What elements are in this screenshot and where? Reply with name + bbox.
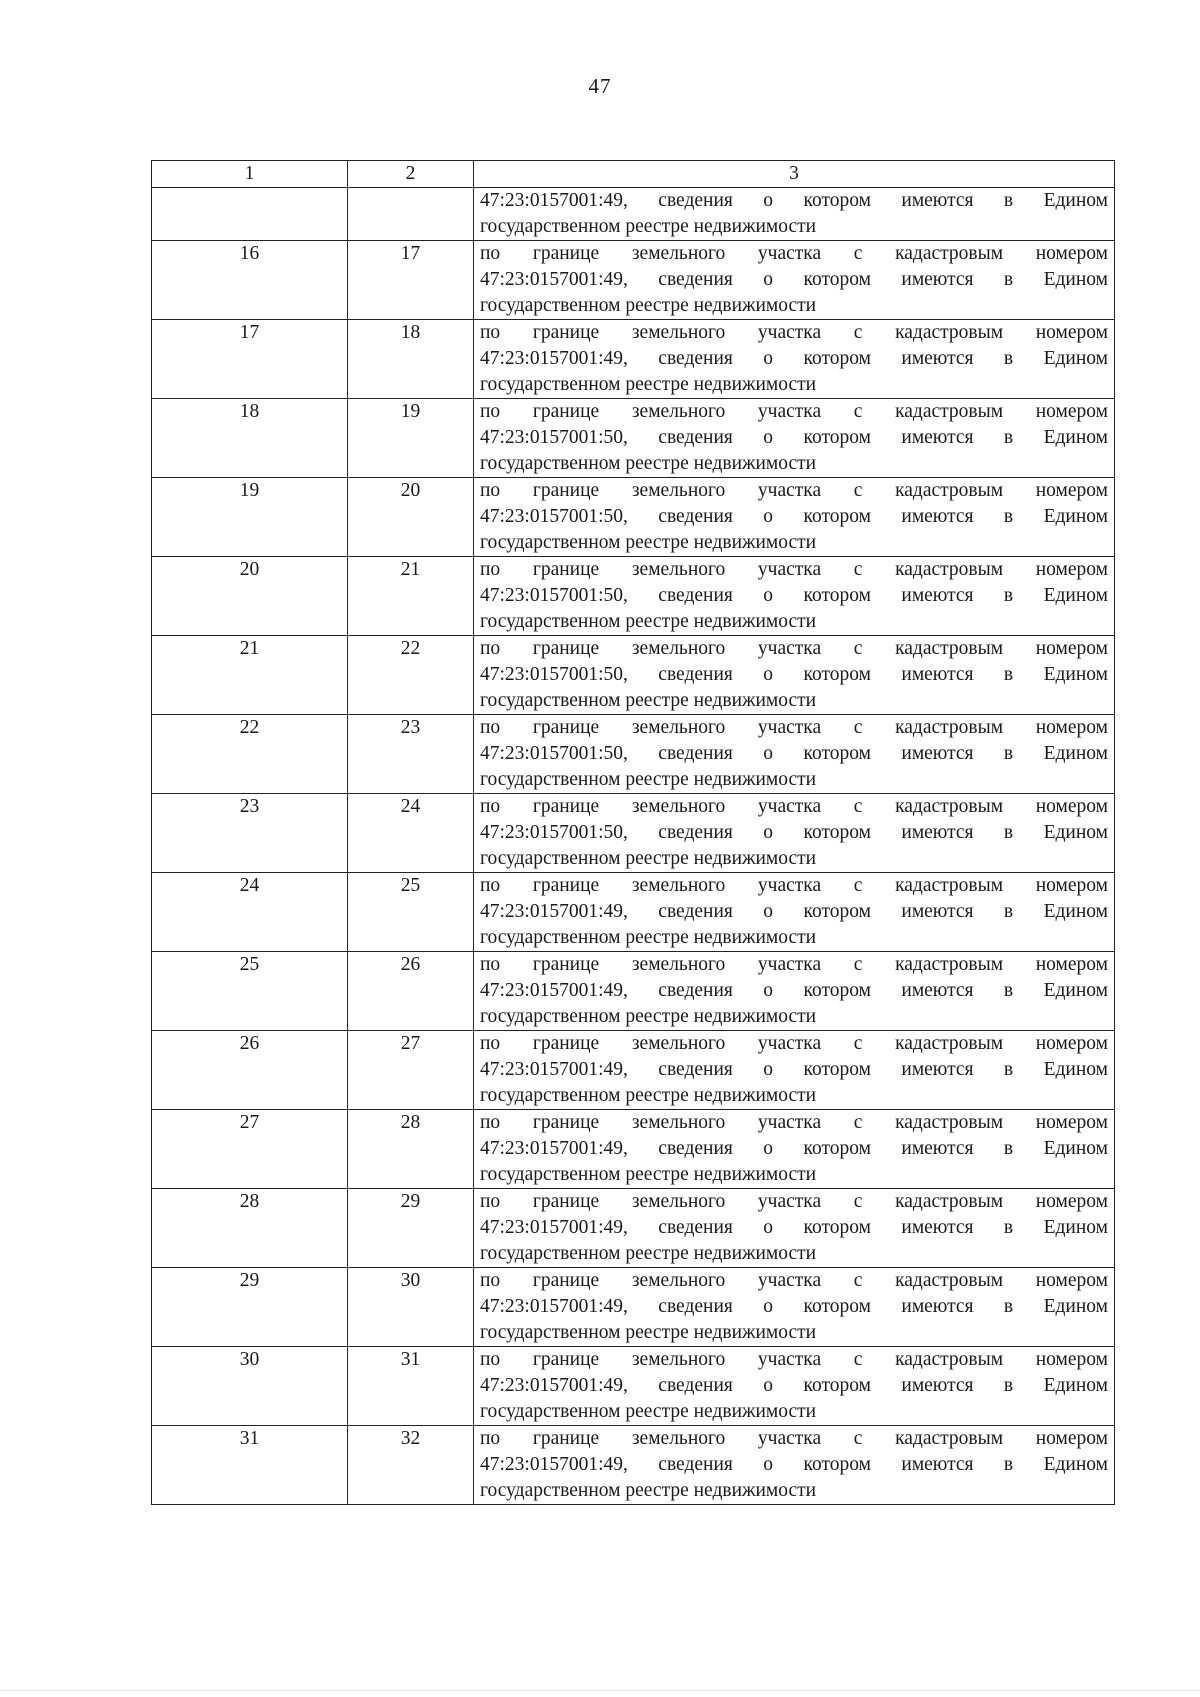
- description-line: государственном реестре недвижимости: [480, 532, 817, 553]
- description-line: по границе земельного участка с кадастровым номером: [480, 717, 1108, 738]
- point-to: [348, 188, 474, 241]
- boundary-description: [474, 794, 1115, 873]
- description-line: государственном реестре недвижимости: [480, 1006, 817, 1027]
- description-line: по границе земельного участка с кадастровым номером: [480, 796, 1108, 817]
- point-from: 25: [152, 952, 348, 1031]
- point-to: 24: [348, 794, 474, 873]
- description-line: государственном реестре недвижимости: [480, 769, 817, 790]
- point-to: 32: [348, 1426, 474, 1505]
- description-line: 47:23:0157001:50, сведения о котором имеются в Едином: [480, 822, 1108, 843]
- point-to: 20: [348, 478, 474, 557]
- table-row: [152, 1189, 1115, 1268]
- point-from: 30: [152, 1347, 348, 1426]
- table-row: [152, 636, 1115, 715]
- description-line: по границе земельного участка с кадастровым номером: [480, 638, 1108, 659]
- table-row: [152, 241, 1115, 320]
- description-line: по границе земельного участка с кадастровым номером: [480, 480, 1108, 501]
- point-to: 18: [348, 320, 474, 399]
- description-line: 47:23:0157001:50, сведения о котором имеются в Едином: [480, 585, 1108, 606]
- description-line: по границе земельного участка с кадастровым номером: [480, 954, 1108, 975]
- header-row: [152, 161, 1115, 188]
- description-line: по границе земельного участка с кадастровым номером: [480, 1428, 1108, 1449]
- description-line: по границе земельного участка с кадастровым номером: [480, 243, 1108, 264]
- boundary-description: [474, 478, 1115, 557]
- description-line: по границе земельного участка с кадастровым номером: [480, 1112, 1108, 1133]
- point-to: 27: [348, 1031, 474, 1110]
- table-row: [152, 1268, 1115, 1347]
- page-edge-divider: [0, 1690, 1200, 1691]
- description-line: государственном реестре недвижимости: [480, 927, 817, 948]
- description-line: 47:23:0157001:50, сведения о котором имеются в Едином: [480, 506, 1108, 527]
- point-to: 23: [348, 715, 474, 794]
- table-row: [152, 557, 1115, 636]
- description-line: 47:23:0157001:49, сведения о котором имеются в Едином: [480, 1375, 1108, 1396]
- point-to: 25: [348, 873, 474, 952]
- table-row: [152, 1426, 1115, 1505]
- description-line: 47:23:0157001:49, сведения о котором имеются в Едином: [480, 190, 1108, 211]
- description-line: 47:23:0157001:49, сведения о котором имеются в Едином: [480, 1217, 1108, 1238]
- description-line: по границе земельного участка с кадастровым номером: [480, 875, 1108, 896]
- point-to: 28: [348, 1110, 474, 1189]
- description-line: по границе земельного участка с кадастровым номером: [480, 401, 1108, 422]
- table-row-continuation: [152, 188, 1115, 241]
- description-line: 47:23:0157001:49, сведения о котором имеются в Едином: [480, 1059, 1108, 1080]
- table-row: [152, 1110, 1115, 1189]
- header-col-1: 1: [152, 161, 348, 188]
- boundary-description: [474, 1031, 1115, 1110]
- description-line: по границе земельного участка с кадастровым номером: [480, 1270, 1108, 1291]
- description-line: по границе земельного участка с кадастровым номером: [480, 322, 1108, 343]
- description-line: 47:23:0157001:49, сведения о котором имеются в Едином: [480, 980, 1108, 1001]
- description-line: 47:23:0157001:49, сведения о котором имеются в Едином: [480, 1454, 1108, 1475]
- boundary-description: [474, 715, 1115, 794]
- header-col-3: 3: [474, 161, 1115, 188]
- description-line: 47:23:0157001:50, сведения о котором имеются в Едином: [480, 743, 1108, 764]
- table-row: [152, 715, 1115, 794]
- point-from: 20: [152, 557, 348, 636]
- point-to: 17: [348, 241, 474, 320]
- description-line: государственном реестре недвижимости: [480, 1480, 817, 1501]
- boundary-description-table: [151, 160, 1115, 1505]
- point-from: [152, 188, 348, 241]
- table-row: [152, 794, 1115, 873]
- point-from: 17: [152, 320, 348, 399]
- description-line: государственном реестре недвижимости: [480, 611, 817, 632]
- table-row: [152, 952, 1115, 1031]
- description-line: 47:23:0157001:49, сведения о котором имеются в Едином: [480, 348, 1108, 369]
- point-to: 29: [348, 1189, 474, 1268]
- description-line: государственном реестре недвижимости: [480, 374, 817, 395]
- description-line: по границе земельного участка с кадастровым номером: [480, 1033, 1108, 1054]
- description-line: по границе земельного участка с кадастровым номером: [480, 1349, 1108, 1370]
- point-from: 29: [152, 1268, 348, 1347]
- boundary-description: [474, 188, 1115, 241]
- boundary-description: [474, 636, 1115, 715]
- table-row: [152, 1031, 1115, 1110]
- boundary-description: [474, 1347, 1115, 1426]
- description-line: 47:23:0157001:49, сведения о котором имеются в Едином: [480, 1138, 1108, 1159]
- boundary-description: [474, 952, 1115, 1031]
- table-header: [152, 161, 1115, 188]
- boundary-description: [474, 1426, 1115, 1505]
- description-line: государственном реестре недвижимости: [480, 1322, 817, 1343]
- description-line: государственном реестре недвижимости: [480, 848, 817, 869]
- point-from: 21: [152, 636, 348, 715]
- description-line: государственном реестре недвижимости: [480, 690, 817, 711]
- point-from: 19: [152, 478, 348, 557]
- point-from: 28: [152, 1189, 348, 1268]
- description-line: государственном реестре недвижимости: [480, 216, 817, 237]
- boundary-description: [474, 1268, 1115, 1347]
- description-line: 47:23:0157001:50, сведения о котором имеются в Едином: [480, 664, 1108, 685]
- point-to: 22: [348, 636, 474, 715]
- point-from: 22: [152, 715, 348, 794]
- boundary-description: [474, 399, 1115, 478]
- point-from: 23: [152, 794, 348, 873]
- description-line: по границе земельного участка с кадастровым номером: [480, 1191, 1108, 1212]
- point-from: 24: [152, 873, 348, 952]
- point-to: 26: [348, 952, 474, 1031]
- point-from: 18: [152, 399, 348, 478]
- point-from: 16: [152, 241, 348, 320]
- description-line: 47:23:0157001:50, сведения о котором имеются в Едином: [480, 427, 1108, 448]
- boundary-description: [474, 320, 1115, 399]
- boundary-description: [474, 873, 1115, 952]
- description-line: 47:23:0157001:49, сведения о котором имеются в Едином: [480, 901, 1108, 922]
- point-to: 21: [348, 557, 474, 636]
- table-body: [152, 188, 1115, 1505]
- description-line: государственном реестре недвижимости: [480, 1164, 817, 1185]
- description-line: 47:23:0157001:49, сведения о котором имеются в Едином: [480, 1296, 1108, 1317]
- description-line: государственном реестре недвижимости: [480, 1401, 817, 1422]
- boundary-description: [474, 557, 1115, 636]
- boundary-description: [474, 1110, 1115, 1189]
- point-from: 27: [152, 1110, 348, 1189]
- table-row: [152, 1347, 1115, 1426]
- description-line: государственном реестре недвижимости: [480, 453, 817, 474]
- table-row: [152, 478, 1115, 557]
- table-row: [152, 873, 1115, 952]
- description-line: государственном реестре недвижимости: [480, 295, 817, 316]
- table-row: [152, 399, 1115, 478]
- point-to: 31: [348, 1347, 474, 1426]
- page-number: 47: [588, 74, 612, 98]
- table-row: [152, 320, 1115, 399]
- boundary-description: [474, 1189, 1115, 1268]
- boundary-description: [474, 241, 1115, 320]
- description-line: государственном реестре недвижимости: [480, 1243, 817, 1264]
- point-from: 31: [152, 1426, 348, 1505]
- description-line: 47:23:0157001:49, сведения о котором имеются в Едином: [480, 269, 1108, 290]
- description-line: государственном реестре недвижимости: [480, 1085, 817, 1106]
- point-from: 26: [152, 1031, 348, 1110]
- point-to: 19: [348, 399, 474, 478]
- point-to: 30: [348, 1268, 474, 1347]
- description-line: по границе земельного участка с кадастровым номером: [480, 559, 1108, 580]
- header-col-2: 2: [348, 161, 474, 188]
